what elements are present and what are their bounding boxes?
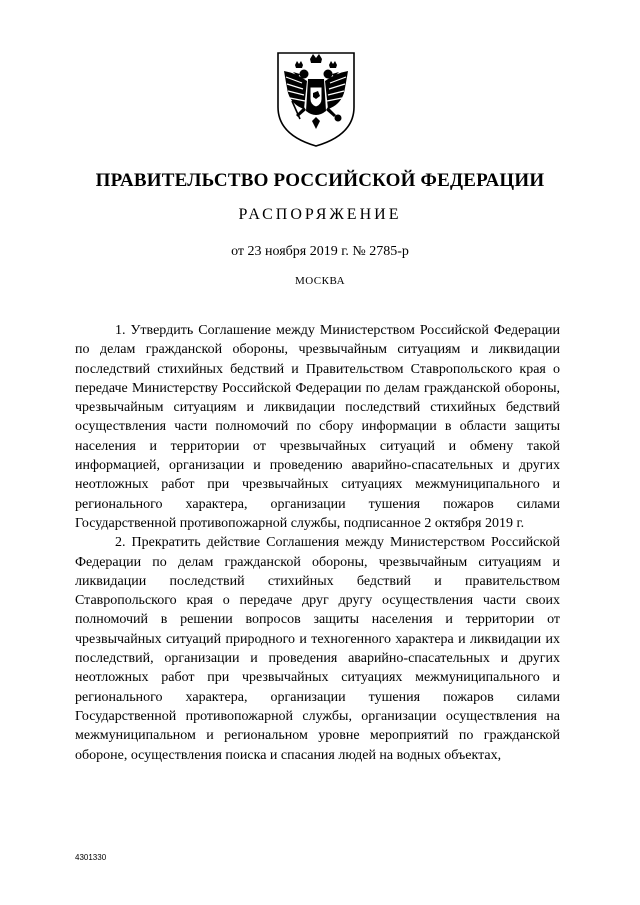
paragraph-2: 2. Прекратить действие Соглашения между Министерством Российской Федерации по делам гражданской обороны, чрезвычайным ситуациям и ликвидации последствий стихийных бедствий и правительством Ставропольского края о передаче друг другу осуществления части своих полномочий в решении вопросов защиты населения и территории от чрезвычайных ситуаций природного и техногенного характера и ликвидации их последствий, организации и проведения аварийно-спасательных и других неотложных работ при чрезвычайных ситуациях межмуниципального и регионального характера, организации тушения пожаров силами Государственной противопожарной службы, организации осуществления на межмуниципальном и региональном уровне мероприятий по гражданской обороне, осуществления поиска и спасания людей на водных объектах, [75,535,560,763]
paragraph-1: 1. Утвердить Соглашение между Министерством Российской Федерации по делам гражданской обороны, чрезвычайным ситуациям и ликвидации последствий стихийных бедствий и Правительством Ставропольского края о передаче Министерству Российской Федерации по делам гражданской обороны, чрезвычайным ситуациям и ликвидации последствий стихийных бедствий осуществления части полномочий по сбору информации в области защиты населения и территории от чрезвычайных ситуаций и обмену такой информацией, организации и проведению аварийно-спасательных и других неотложных работ при чрезвычайных ситуациях межмуниципального и регионального характера, организации тушения пожаров силами Государственной противопожарной службы, подписанное 2 октября 2019 г. [75,323,560,531]
document-body [75,321,560,765]
document-city: МОСКВА [294,275,346,287]
document-type: РАСПОРЯЖЕНИЕ [238,206,402,223]
government-title: ПРАВИТЕЛЬСТВО РОССИЙСКОЙ ФЕДЕРАЦИИ [95,170,545,191]
document-date-number: от 23 ноября 2019 г. № 2785-р [231,244,409,259]
russian-coat-of-arms-icon [274,49,358,149]
document-code: 4301330 [75,853,107,862]
